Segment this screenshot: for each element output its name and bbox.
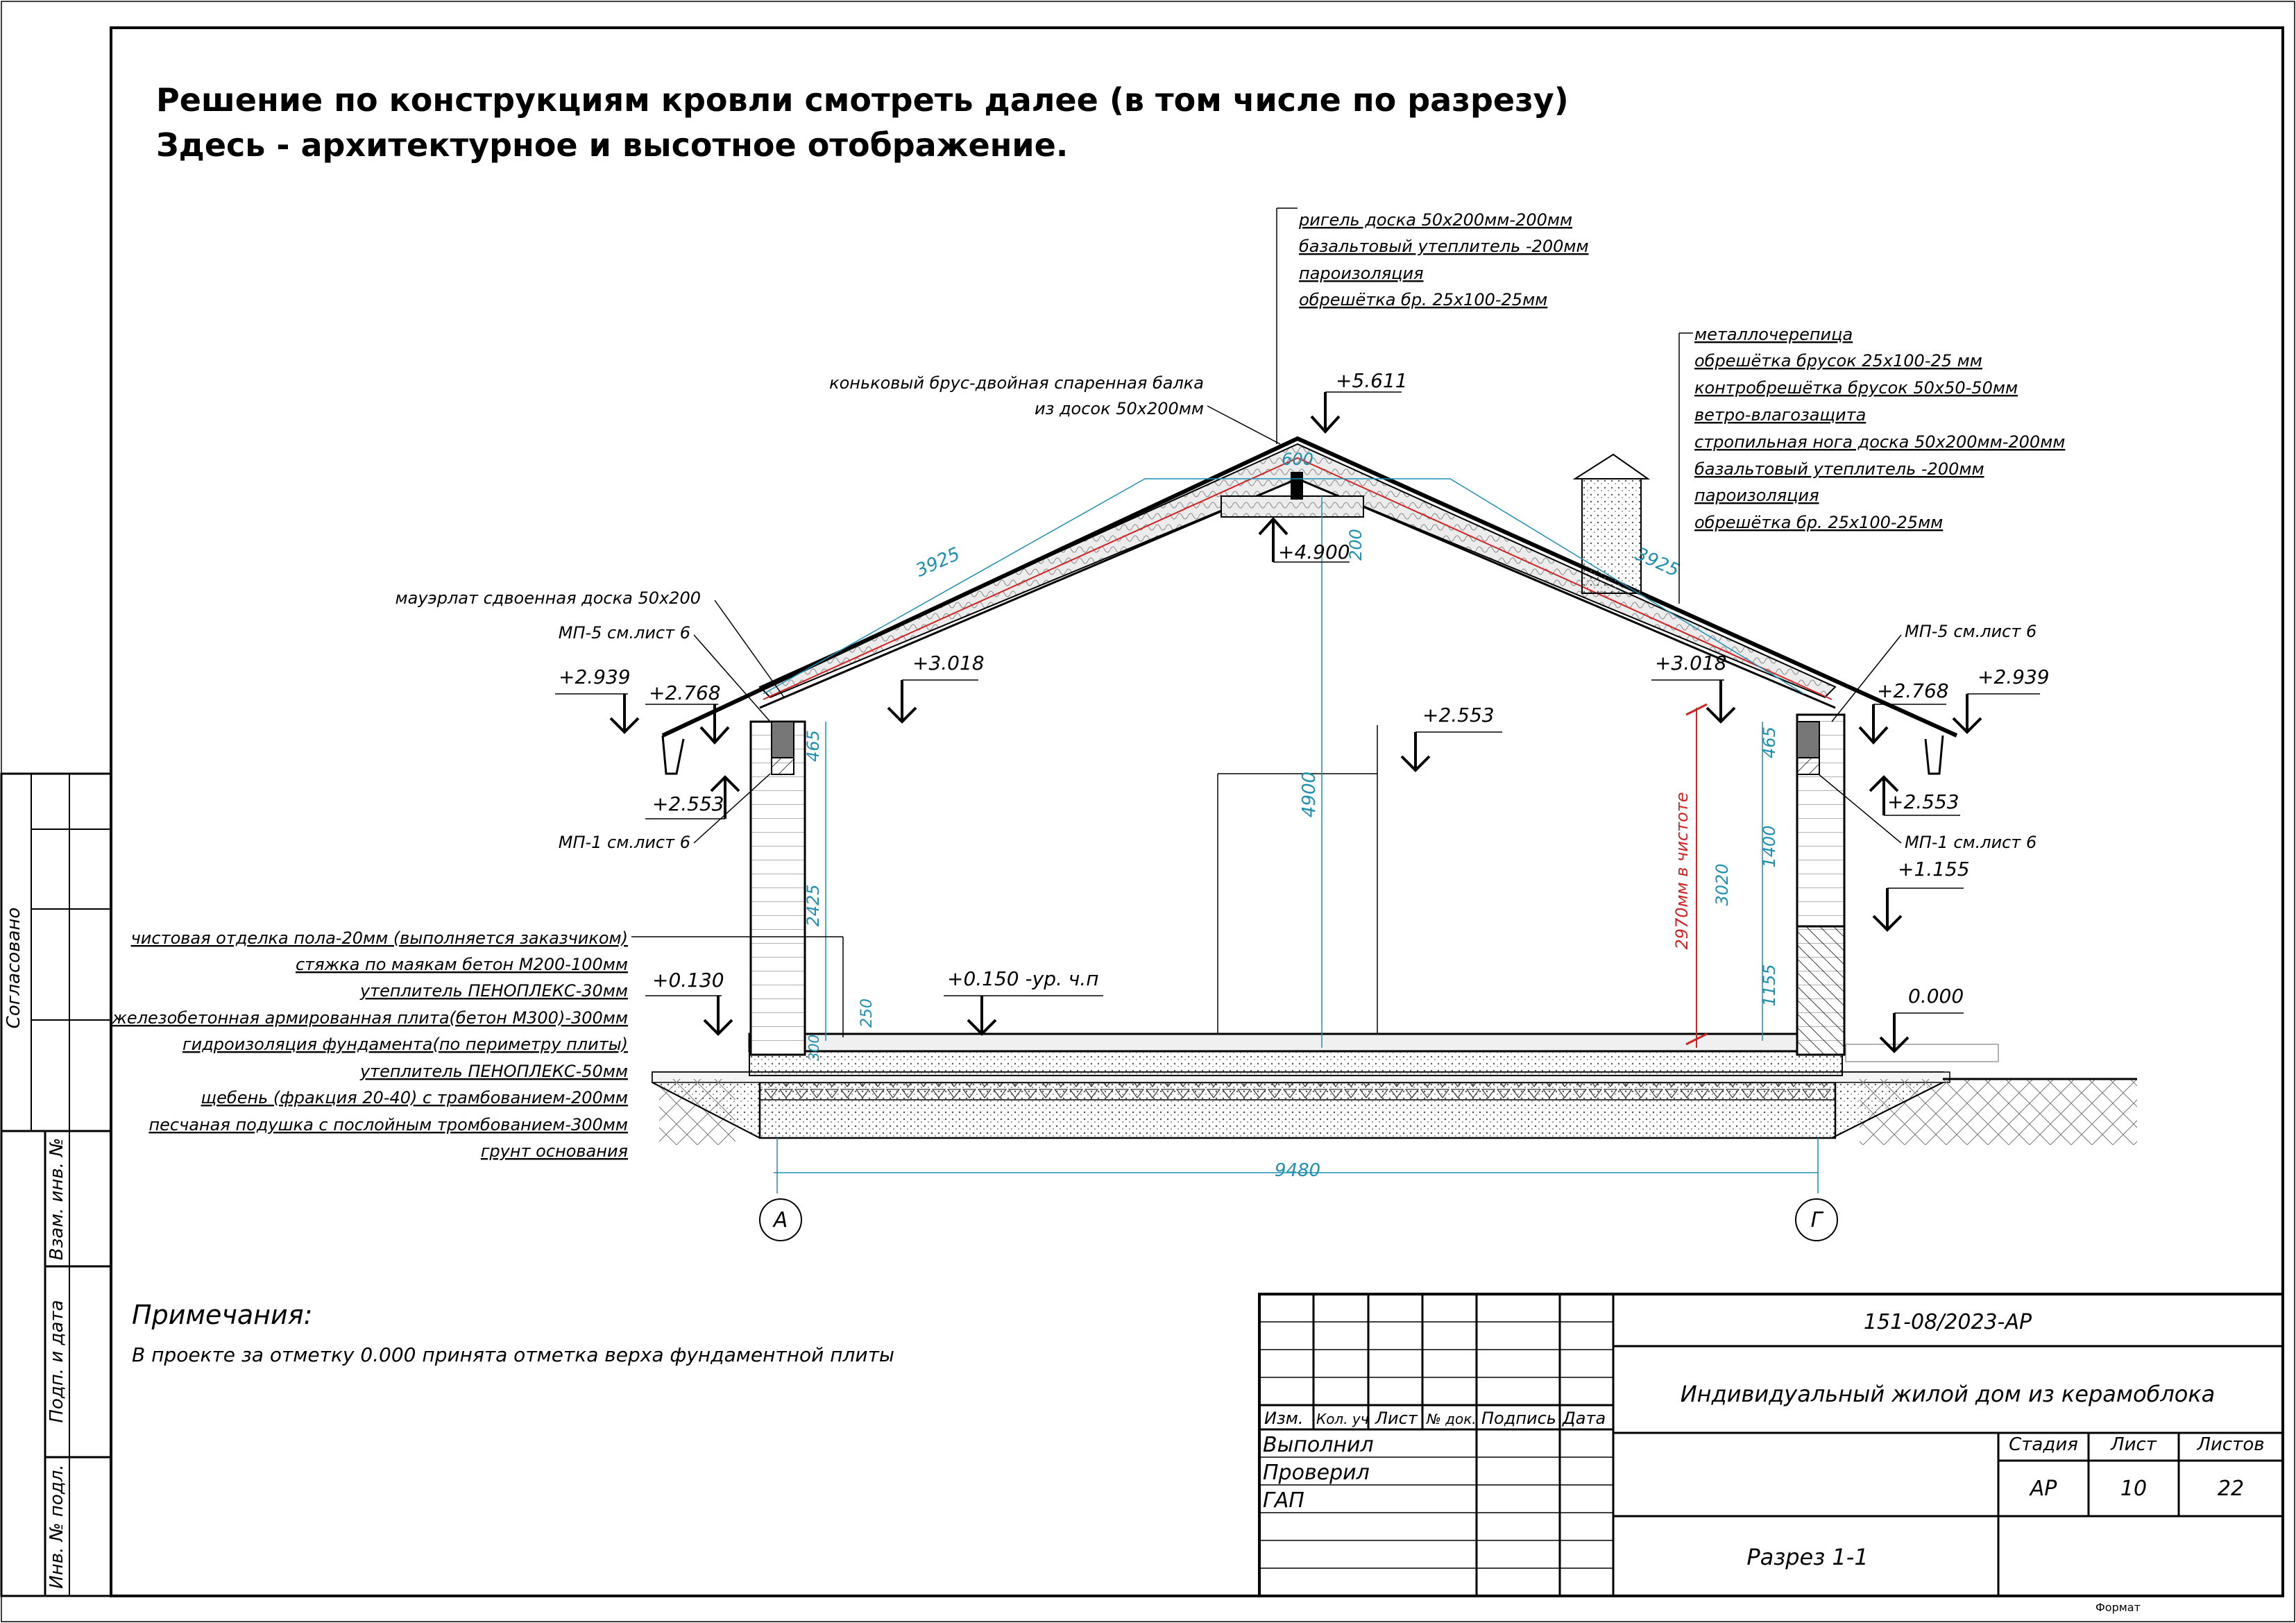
axis-a — [760, 1199, 801, 1241]
floor-layer-7: песчаная подушка с послойным тромбованием-300мм — [148, 1115, 628, 1135]
level-right-wall-top: +3.018 — [1655, 652, 1727, 674]
floor-layer-0: чистовая отделка пола-20мм (выполняется заказчиком) — [130, 928, 628, 948]
floor-layer-1: стяжка по маякам бетон М200-100мм — [295, 955, 628, 974]
floor-layer-8: грунт основания — [480, 1141, 628, 1161]
dim-left-top: 465 — [803, 730, 823, 762]
dim-span: 9480 — [1274, 1160, 1321, 1181]
ridge-callout — [1298, 210, 1589, 309]
tb-stage: АР — [2030, 1477, 2057, 1501]
level-ridge-low: +4.900 — [1278, 541, 1350, 563]
tb-lists-h: Листов — [2197, 1434, 2265, 1455]
floor-layer-6: щебень (фракция 20-40) с трамбованием-200мм — [201, 1088, 628, 1107]
level-left-wall-top: +3.018 — [912, 652, 985, 674]
roof-callout-6: пароизоляция — [1694, 486, 1819, 505]
floor-layer-2: утеплитель ПЕНОПЛЕКС-30мм — [359, 981, 628, 1001]
dim-1400: 1400 — [1760, 825, 1779, 868]
tb-list: 10 — [2120, 1477, 2148, 1501]
dim-right-top: 465 — [1760, 726, 1779, 758]
level-ground: 0.000 — [1908, 985, 1964, 1008]
dim-left-floor: 250 — [858, 999, 876, 1028]
tb-stage-h: Стадия — [2009, 1434, 2078, 1455]
tb-sheet-name: Разрез 1-1 — [1746, 1544, 1869, 1570]
tb-code: 151-08/2023-АР — [1863, 1310, 2032, 1334]
level-ceiling: +2.553 — [1422, 704, 1495, 726]
label-left-mp5: МП-5 см.лист 6 — [558, 623, 690, 643]
roof-callout-2: контробрешётка брусок 50х50-50мм — [1694, 378, 2018, 398]
roof-callout-0: металлочерепица — [1694, 325, 1853, 344]
tb-col-3: № док. — [1427, 1411, 1477, 1427]
ridge-callout-2: пароизоляция — [1299, 264, 1424, 283]
level-left-wall: +2.553 — [652, 792, 724, 815]
label-right-mp1: МП-1 см.лист 6 — [1905, 833, 2037, 852]
tb-list-h: Лист — [2111, 1434, 2157, 1455]
tb-lists: 22 — [2217, 1477, 2245, 1501]
label-mauerlat: мауэрлат сдвоенная доска 50х200 — [395, 588, 701, 608]
dim-ridge-h: 200 — [1346, 529, 1366, 561]
floor-layers — [111, 928, 628, 1161]
level-left-eave-top: +2.939 — [559, 665, 631, 688]
dim-rafter-right: 3925 — [1631, 543, 1683, 581]
level-right-window: +1.155 — [1898, 858, 1970, 881]
tb-col-0: Изм. — [1264, 1409, 1304, 1428]
dim-clear: 2970мм в чистоте — [1672, 792, 1692, 950]
axis-g-label: Г — [1810, 1208, 1823, 1232]
label-left-mp1: МП-1 см.лист 6 — [558, 833, 690, 852]
ridge-beam-0: коньковый брус-двойная спаренная балка — [829, 373, 1204, 393]
axis-g — [1796, 1199, 1837, 1241]
floor-layer-4: гидроизоляция фундамента(по периметру плиты) — [182, 1035, 628, 1054]
tb-role-2: ГАП — [1263, 1488, 1304, 1513]
level-floor: +0.150 -ур. ч.п — [947, 967, 1099, 990]
header-line-1: Решение по конструкциям кровли смотреть далее (в том числе по разрезу) — [156, 81, 1569, 119]
level-right-eave-top: +2.939 — [1978, 665, 2050, 688]
dim-left-slab: 300 — [806, 1034, 822, 1062]
stamp-inv: Инв. № подл. — [46, 1464, 67, 1589]
stamp-vzam: Взам. инв. № — [46, 1137, 67, 1261]
header-line-2: Здесь - архитектурное и высотное отображение. — [156, 126, 1069, 164]
dim-left-wall: 2425 — [803, 884, 823, 927]
level-right-eave: +2.768 — [1877, 679, 1949, 702]
stamp-podp: Подп. и дата — [46, 1300, 67, 1423]
dim-1155: 1155 — [1760, 964, 1779, 1007]
stamp-agreed: Согласовано — [3, 907, 24, 1029]
notes-text: В проекте за отметку 0.000 принята отметка верха фундаментной плиты — [132, 1343, 895, 1366]
notes-title: Примечания: — [132, 1300, 313, 1330]
roof-callout-7: обрешётка бр. 25х100-25мм — [1694, 513, 1944, 532]
ridge-callout-0: ригель доска 50х200мм-200мм — [1299, 210, 1573, 230]
roof-callout-4: стропильная нога доска 50х200мм-200мм — [1694, 432, 2066, 452]
tb-col-5: Дата — [1563, 1409, 1606, 1428]
floor-layer-3: железобетонная армированная плита(бетон М300)-300мм — [112, 1008, 628, 1028]
tb-role-0: Выполнил — [1263, 1433, 1374, 1457]
tb-col-4: Подпись — [1481, 1409, 1556, 1428]
foundation — [652, 1034, 2137, 1145]
dim-ridge-width: 600 — [1282, 450, 1313, 469]
floor-layer-5: утеплитель ПЕНОПЛЕКС-50мм — [359, 1062, 628, 1081]
level-left-eave: +2.768 — [649, 681, 721, 704]
roof-callout-3: ветро-влагозащита — [1694, 405, 1866, 425]
dim-3020: 3020 — [1712, 863, 1732, 906]
tb-project: Индивидуальный жилой дом из керамоблока — [1680, 1381, 2216, 1407]
axis-a-label: А — [773, 1208, 788, 1232]
dim-rafter-left: 3925 — [912, 543, 964, 581]
tb-role-1: Проверил — [1263, 1461, 1370, 1485]
ridge-callout-1: базальтовый утеплитель -200мм — [1299, 237, 1589, 256]
label-right-mp5: МП-5 см.лист 6 — [1905, 622, 2037, 641]
level-left-floor: +0.130 — [652, 969, 724, 992]
level-right-wall: +2.553 — [1887, 790, 1959, 813]
tb-col-1: Кол. уч — [1316, 1411, 1369, 1427]
roof-callout-5: базальтовый утеплитель -200мм — [1694, 459, 1984, 479]
roof-callout — [1694, 325, 2065, 532]
level-ridge: +5.611 — [1336, 369, 1408, 392]
ridge-callout-3: обрешётка бр. 25х100-25мм — [1299, 290, 1548, 309]
tb-col-2: Лист — [1375, 1409, 1418, 1428]
format-label: Формат — [2095, 1601, 2141, 1614]
ridge-beam-1: из досок 50х200мм — [1034, 399, 1204, 418]
dim-height: 4900 — [1299, 771, 1320, 818]
title-block — [1259, 1294, 2283, 1596]
side-stamp — [1, 774, 111, 1596]
roof-callout-1: обрешётка брусок 25х100-25 мм — [1694, 351, 1982, 371]
